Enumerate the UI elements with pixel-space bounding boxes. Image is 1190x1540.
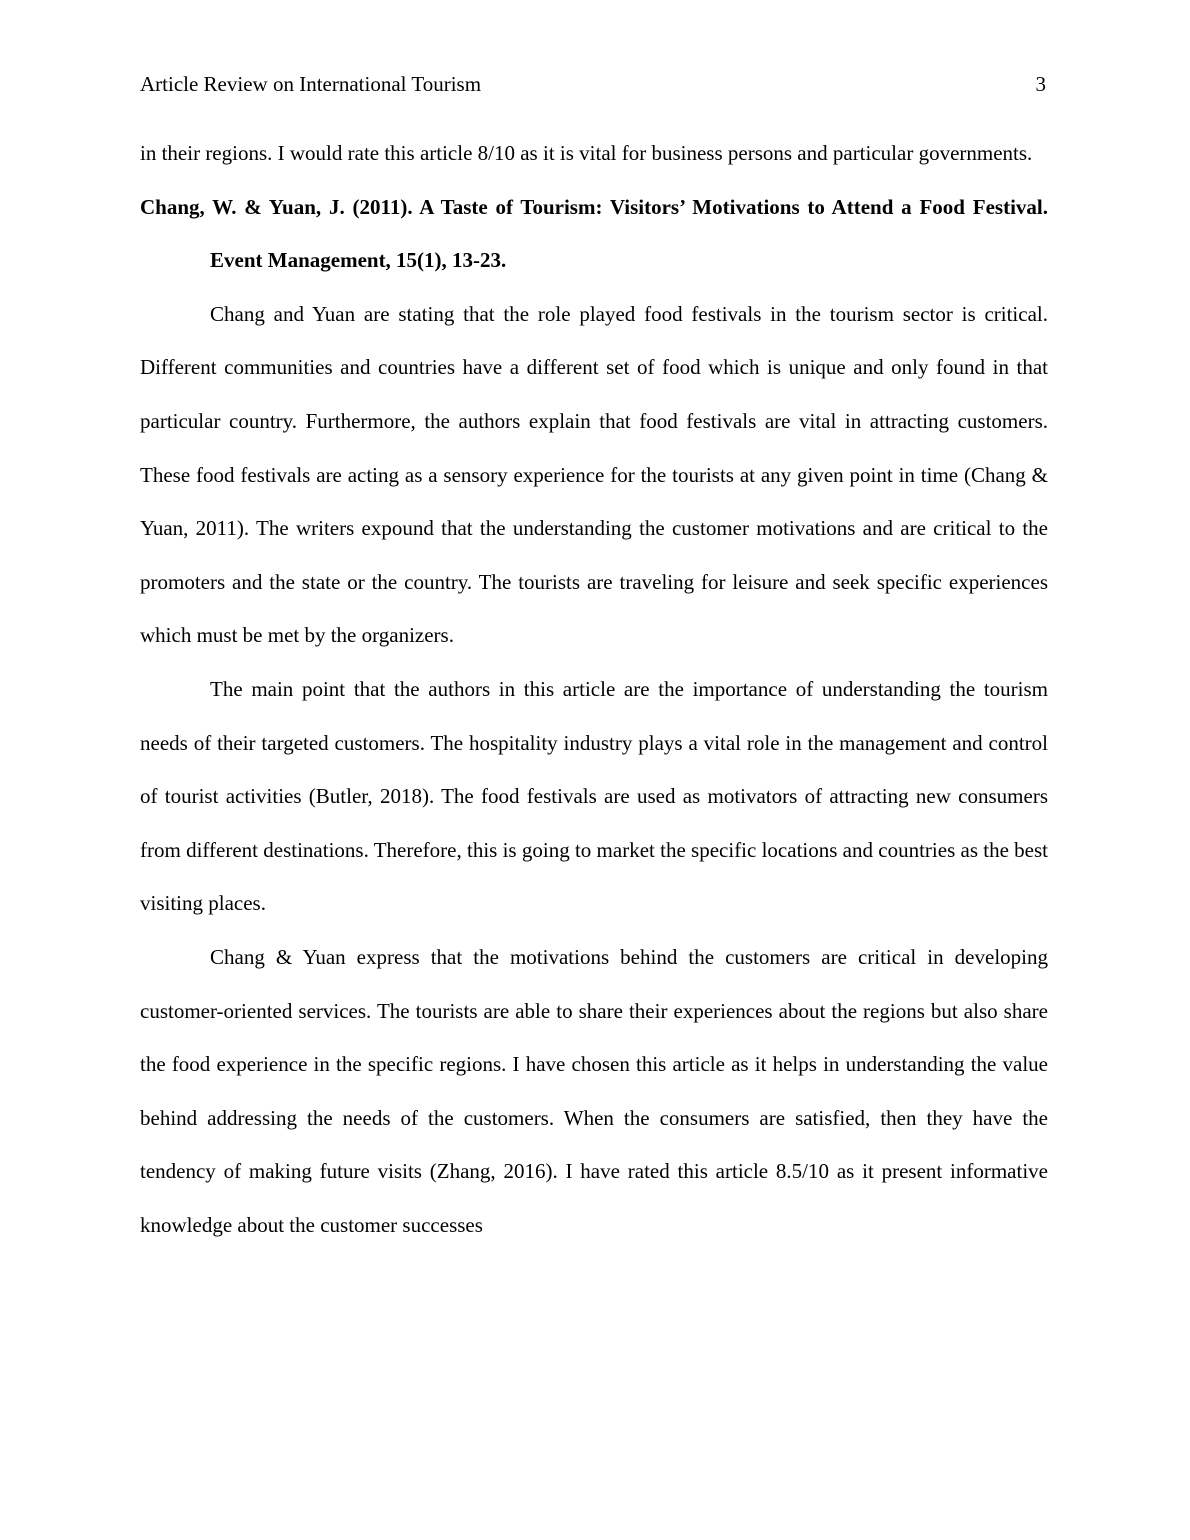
page-header xyxy=(140,68,1048,100)
body-paragraph-3: Chang & Yuan express that the motivations behind the customers are critical in developing customer-oriented services. The tourists are able to share their experiences about the regions but also share the food experience in the specific regions. I have chosen this article as it helps in understanding the value behind addressing the needs of the customers. When the consumers are satisfied, then they have the tendency of making future visits (Zhang, 2016). I have rated this article 8.5/10 as it present informative knowledge about the customer successes xyxy=(140,944,1048,1237)
body-paragraph-2: The main point that the authors in this article are the importance of understanding the tourism needs of their targeted customers. The hospitality industry plays a vital role in the management and control of tourist activities (Butler, 2018). The food festivals are used as motivators of attracting new consumers from different destinations. Therefore, this is going to market the specific locations and countries as the best visiting places. xyxy=(140,676,1048,916)
reference-citation: Chang, W. & Yuan, J. (2011). A Taste of Tourism: Visitors’ Motivations to Attend a Food Festival. Event Management, 15(1), 13-23. xyxy=(140,194,1048,273)
body-paragraph-1: Chang and Yuan are stating that the role played food festivals in the tourism sector is critical. Different communities and countries have a different set of food which is unique and only found in that particular country. Furthermore, the authors explain that food festivals are vital in attracting customers. These food festivals are acting as a sensory experience for the tourists at any given point in time (Chang & Yuan, 2011). The writers expound that the understanding the customer motivations and are critical to the promoters and the state or the country. The tourists are traveling for leisure and seek specific experiences which must be met by the organizers. xyxy=(140,301,1048,648)
running-head: Article Review on International Tourism xyxy=(140,72,482,96)
continuation-paragraph: in their regions. I would rate this article 8/10 as it is vital for business persons and particular governments. xyxy=(140,141,1033,165)
document-body xyxy=(140,127,1048,1252)
page-number: 3 xyxy=(1035,72,1046,96)
